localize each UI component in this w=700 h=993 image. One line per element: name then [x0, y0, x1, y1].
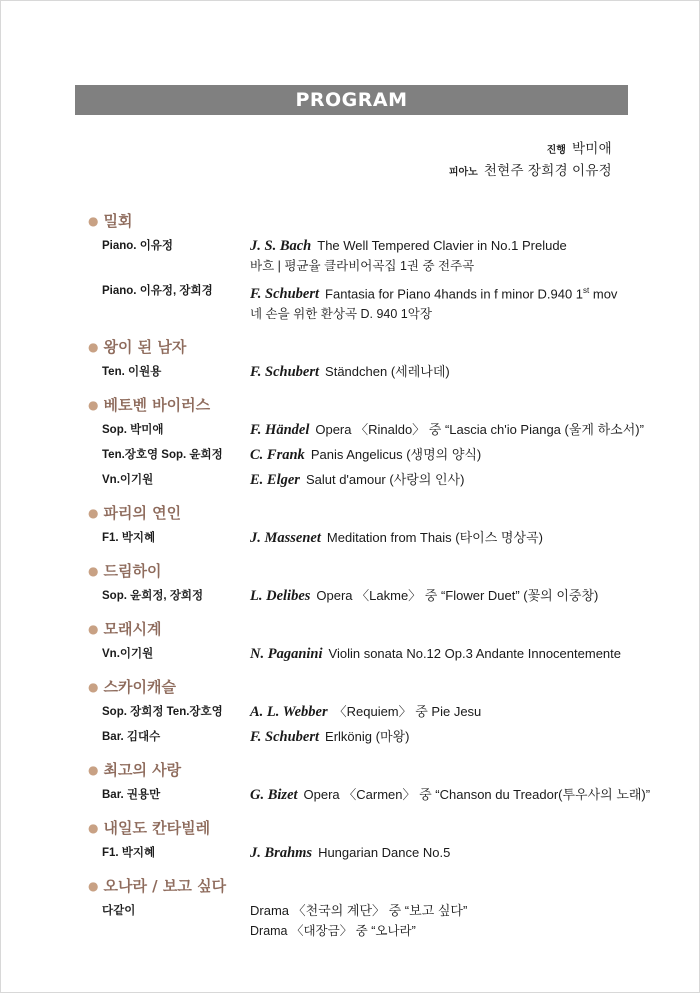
work-title: Opera 〈Lakme〉 중 “Flower Duet” (꽃의 이중창): [316, 588, 599, 604]
composer: F. Händel: [250, 422, 310, 439]
work-info: [250, 843, 658, 863]
credit-line-piano: [449, 161, 612, 183]
performer: Sop. 장희정 Ten.장호영: [102, 706, 223, 719]
bullet-icon: ●: [88, 398, 99, 413]
bullet-icon: ●: [88, 763, 99, 778]
work-title: Drama 〈천국의 계단〉 중 “보고 싶다”: [250, 903, 468, 919]
section-title: [88, 500, 658, 526]
section-title: [88, 616, 658, 642]
work-title: Violin sonata No.12 Op.3 Andante Innocentemente: [328, 646, 621, 662]
credit-line-host: [449, 139, 612, 161]
ordinal-suffix: st: [583, 286, 590, 295]
section-title-text: 모래시계: [103, 620, 162, 639]
bullet-icon: ●: [88, 680, 99, 695]
work-info: [250, 702, 658, 722]
composer: N. Paganini: [250, 646, 323, 663]
work-info: [250, 281, 658, 324]
performer: F1. 박지혜: [102, 532, 156, 545]
work-title: Hungarian Dance No.5: [318, 845, 451, 861]
program-sections: [88, 208, 658, 951]
program-section: [88, 815, 658, 863]
performer: Sop. 윤희정, 장희정: [102, 590, 204, 603]
section-title: [88, 208, 658, 234]
work-info: [250, 644, 658, 664]
program-piece: [88, 236, 658, 276]
performer: 다같이: [102, 905, 136, 918]
performer: Vn.이기원: [102, 648, 154, 661]
performer: Piano. 이유정: [102, 240, 174, 252]
composer: A. L. Webber: [250, 704, 328, 721]
work-title: Ständchen (세레나데): [325, 364, 450, 380]
section-title-text: 파리의 연인: [103, 504, 182, 523]
bullet-icon: ●: [88, 506, 99, 521]
program-section: [88, 392, 658, 490]
section-title-text: 드림하이: [103, 562, 162, 581]
program-piece: [88, 420, 658, 440]
section-title: [88, 334, 658, 360]
program-section: [88, 616, 658, 664]
section-title: [88, 674, 658, 700]
work-info: [250, 420, 658, 440]
program-piece: [88, 702, 658, 722]
work-info: [250, 901, 658, 941]
work-line: [250, 727, 658, 747]
section-title-text: 오나라 / 보고 싶다: [103, 877, 227, 896]
work-line: [250, 901, 658, 921]
work-title: 〈Requiem〉 중 Pie Jesu: [333, 704, 482, 720]
program-section: [88, 757, 658, 805]
section-title: [88, 757, 658, 783]
performer: F1. 박지혜: [102, 847, 156, 860]
work-title: Fantasia for Piano 4hands in f minor D.940 1: [325, 286, 584, 302]
program-piece: [88, 445, 658, 465]
work-title: Opera 〈Rinaldo〉 중 “Lascia ch'io Pianga (울게 하소서)”: [315, 422, 644, 438]
bullet-icon: ●: [88, 879, 99, 894]
work-line: [250, 445, 658, 465]
program-piece: [88, 727, 658, 747]
credits: [449, 139, 612, 183]
program-piece: [88, 785, 658, 805]
performer: Vn.이기원: [102, 474, 154, 487]
work-info: [250, 362, 658, 382]
work-subtitle: 바흐 | 평균율 클라비어곡집 1권 중 전주곡: [250, 259, 475, 273]
work-line: [250, 236, 658, 256]
work-line: [250, 420, 658, 440]
composer: F. Schubert: [250, 729, 320, 746]
work-info: [250, 445, 658, 465]
performer: Ten.장호영 Sop. 윤희정: [102, 449, 223, 462]
section-title-text: 최고의 사랑: [103, 761, 182, 780]
section-title: [88, 873, 658, 899]
section-title-text: 밀회: [103, 212, 133, 230]
composer: C. Frank: [250, 447, 305, 464]
bullet-icon: ●: [88, 340, 99, 355]
work-title: Salut d'amour (사랑의 인사): [305, 472, 465, 488]
program-title: PROGRAM: [295, 89, 408, 111]
work-info: [250, 785, 658, 805]
program-piece: [88, 362, 658, 382]
work-info: [250, 586, 658, 606]
credit-role: 피아노: [448, 167, 478, 178]
work-line: [250, 528, 658, 548]
work-title: Erlkönig (마왕): [325, 729, 410, 745]
bullet-icon: ●: [88, 564, 99, 579]
section-title-text: 왕이 된 남자: [103, 338, 187, 357]
bullet-icon: ●: [88, 622, 99, 637]
program-section: [88, 674, 658, 747]
section-title: [88, 392, 658, 418]
bullet-icon: ●: [88, 821, 99, 836]
composer: J. S. Bach: [250, 238, 312, 254]
credit-role: 진행: [546, 145, 566, 156]
composer: L. Delibes: [250, 588, 311, 605]
work-info: [250, 470, 658, 490]
work-line: [250, 785, 658, 805]
composer: J. Massenet: [250, 530, 321, 547]
work-title: The Well Tempered Clavier in No.1 Prelude: [317, 238, 567, 253]
program-section: [88, 334, 658, 382]
work-line: [250, 362, 658, 382]
performer: Sop. 박미애: [102, 424, 164, 437]
section-title-text: 베토벤 바이러스: [103, 396, 211, 415]
credit-names: 천현주 장희경 이유정: [483, 163, 612, 178]
work-line: [250, 644, 658, 664]
composer: F. Schubert: [250, 286, 320, 303]
section-title-text: 스카이캐슬: [103, 678, 176, 697]
work-subtitle: Drama 〈대장금〉 중 “오나라”: [250, 924, 416, 939]
work-title: Meditation from Thais (타이스 명상곡): [326, 530, 543, 546]
program-piece: [88, 528, 658, 548]
work-line: [250, 281, 658, 304]
section-title-text: 내일도 칸타빌레: [103, 819, 211, 838]
composer: F. Schubert: [250, 364, 320, 381]
work-title: Opera 〈Carmen〉 중 “Chanson du Treador(투우사의 노래)”: [303, 787, 651, 803]
work-info: [250, 727, 658, 747]
work-title-end: mov: [589, 286, 618, 302]
work-line: [250, 843, 658, 863]
composer: E. Elger: [250, 472, 300, 489]
performer: Bar. 김대수: [102, 731, 161, 744]
credit-names: 박미애: [571, 141, 612, 156]
section-title: [88, 815, 658, 841]
program-section: [88, 500, 658, 548]
program-piece: [88, 586, 658, 606]
program-section: [88, 208, 658, 324]
work-info: [250, 528, 658, 548]
work-subtitle: 네 손을 위한 환상곡 D. 940 1악장: [250, 307, 432, 322]
program-piece: [88, 644, 658, 664]
program-section: [88, 873, 658, 941]
performer: Ten. 이원용: [102, 366, 162, 379]
program-banner: [75, 85, 628, 115]
program-piece: [88, 281, 658, 324]
performer: Bar. 권용만: [102, 789, 161, 802]
composer: G. Bizet: [250, 787, 298, 804]
work-title: Panis Angelicus (생명의 양식): [310, 447, 482, 463]
program-piece: [88, 901, 658, 941]
program-piece: [88, 843, 658, 863]
program-section: [88, 558, 658, 606]
work-line: [250, 702, 658, 722]
work-info: [250, 236, 658, 276]
work-line: [250, 470, 658, 490]
work-line: [250, 586, 658, 606]
composer: J. Brahms: [250, 845, 313, 862]
program-piece: [88, 470, 658, 490]
performer: Piano. 이유정, 장희경: [102, 285, 213, 297]
section-title: [88, 558, 658, 584]
bullet-icon: ●: [88, 214, 99, 228]
